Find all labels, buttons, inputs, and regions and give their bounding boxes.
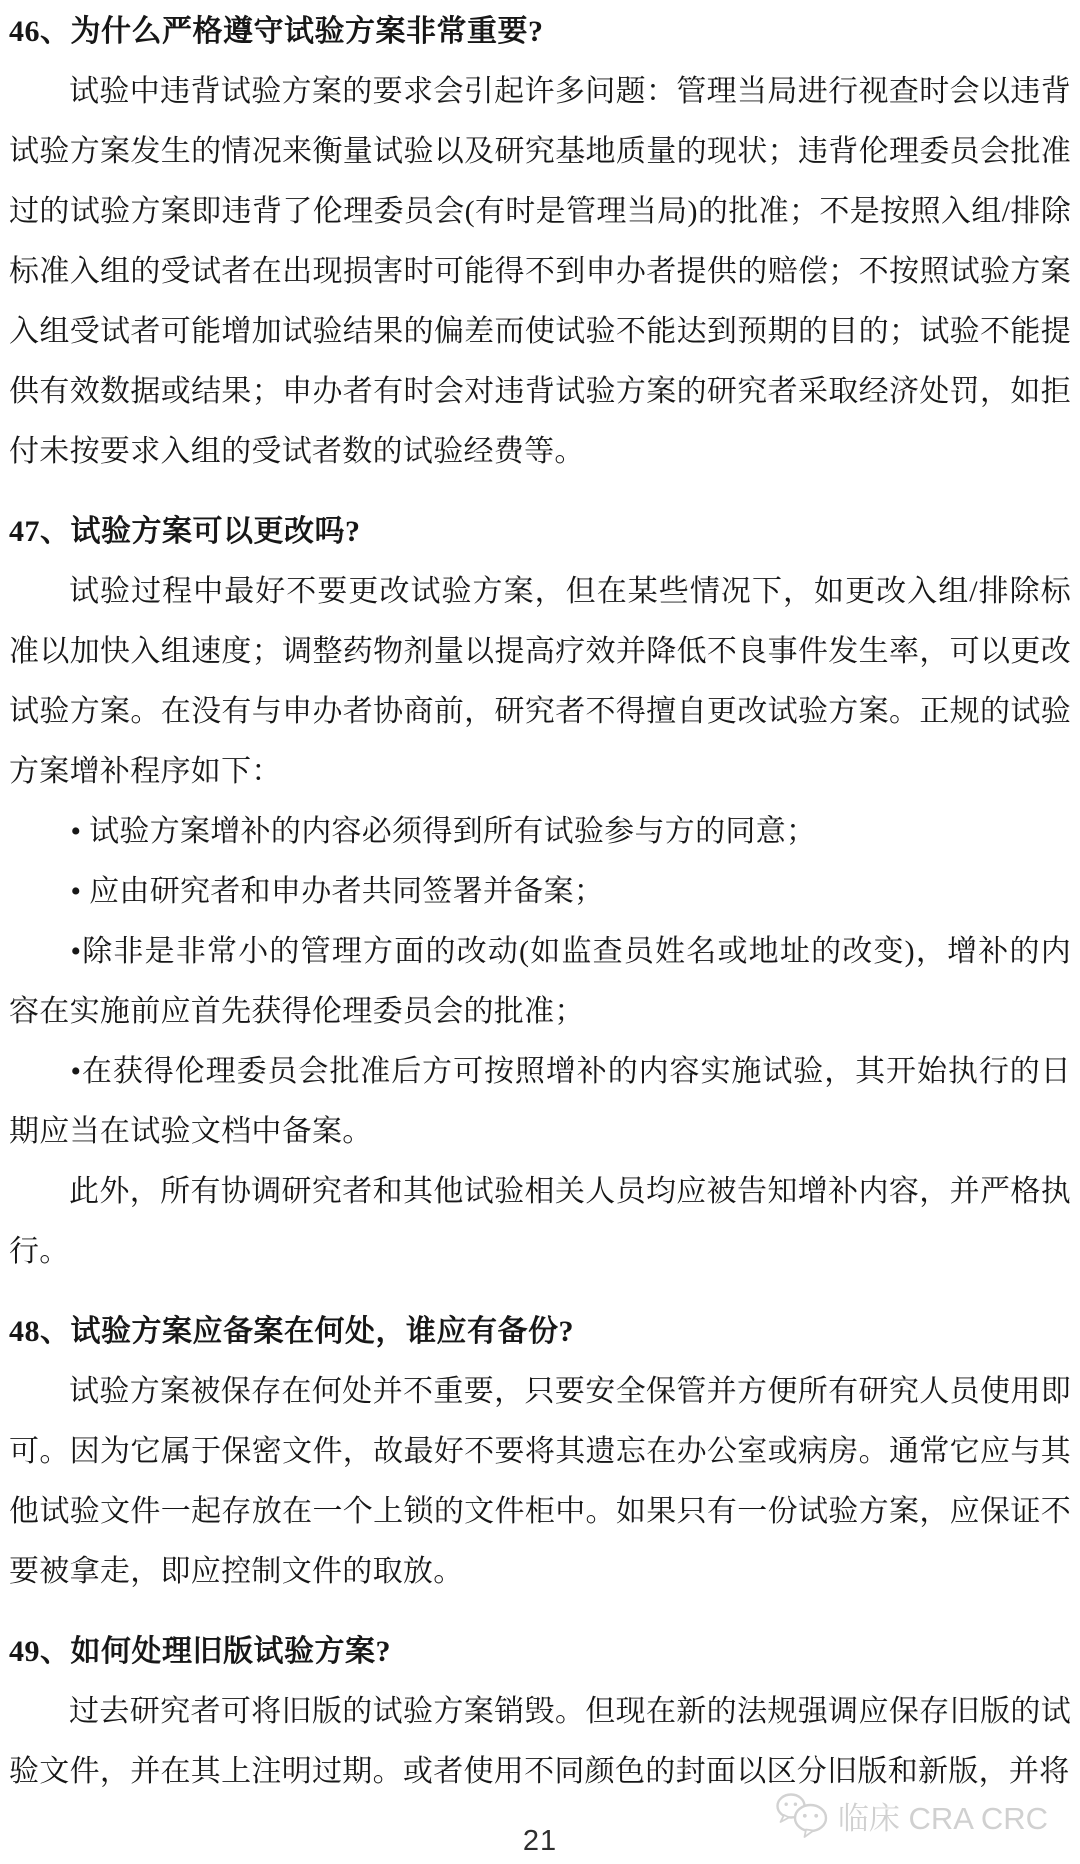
question-48-heading: 48、试验方案应备案在何处，谁应有备份?: [9, 1315, 574, 1348]
question-46-heading: 46、为什么严格遵守试验方案非常重要?: [9, 15, 544, 48]
amendment-procedure-bullet-4: •在获得伦理委员会批准后方可按照增补的内容实施试验，其开始执行的日期应当在试验文档中备案。: [9, 1055, 1071, 1148]
amendment-procedure-bullet-1: • 试验方案增补的内容必须得到所有试验参与方的同意；: [70, 815, 817, 848]
page-number: 21: [522, 1825, 558, 1857]
section-q48: [9, 1302, 1071, 1602]
question-46-answer-paragraph: 试验中违背试验方案的要求会引起许多问题：管理当局进行视查时会以违背试验方案发生的情况来衡量试验以及研究基地质量的现状；违背伦理委员会批准过的试验方案即违背了伦理委员会(有时是管理当局)的批准；不是按照入组/排除标准入组的受试者在出现损害时可能得不到申办者提供的赔偿；不按照试验方案入组受试者可能增加试验结果的偏差而使试验不能达到预期的目的；试验不能提供有效数据或结果；申办者有时会对违背试验方案的研究者采取经济处罚，如拒付未按要求入组的受试者数的试验经费等。: [9, 75, 1071, 468]
question-47-closing-paragraph: 此外，所有协调研究者和其他试验相关人员均应被告知增补内容，并严格执行。: [9, 1175, 1071, 1268]
watermark-text: 临床 CRA CRC: [837, 1800, 1048, 1836]
amendment-procedure-bullet-3: •除非是非常小的管理方面的改动(如监查员姓名或地址的改变)，增补的内容在实施前应首先获得伦理委员会的批准；: [9, 935, 1071, 1028]
question-47-answer-paragraph: 试验过程中最好不要更改试验方案，但在某些情况下，如更改入组/排除标准以加快入组速度；调整药物剂量以提高疗效并降低不良事件发生率，可以更改试验方案。在没有与申办者协商前，研究者不得擅自更改试验方案。正规的试验方案增补程序如下：: [9, 575, 1071, 788]
section-q47: [9, 502, 1071, 1282]
question-48-answer-paragraph: 试验方案被保存在何处并不重要，只要安全保管并方便所有研究人员使用即可。因为它属于保密文件，故最好不要将其遗忘在办公室或病房。通常它应与其他试验文件一起存放在一个上锁的文件柜中。如果只有一份试验方案，应保证不要被拿走，即应控制文件的取放。: [9, 1375, 1071, 1588]
question-47-heading: 47、试验方案可以更改吗?: [9, 515, 361, 548]
question-49-heading: 49、如何处理旧版试验方案?: [9, 1635, 391, 1668]
amendment-procedure-bullet-2: • 应由研究者和申办者共同签署并备案；: [70, 875, 605, 908]
section-q46: [9, 2, 1071, 482]
question-49-answer-paragraph: 过去研究者可将旧版的试验方案销毁。但现在新的法规强调应保存旧版的试验文件，并在其上注明过期。或者使用不同颜色的封面以区分旧版和新版，并将: [9, 1695, 1071, 1788]
section-q49: [9, 1622, 1071, 1802]
